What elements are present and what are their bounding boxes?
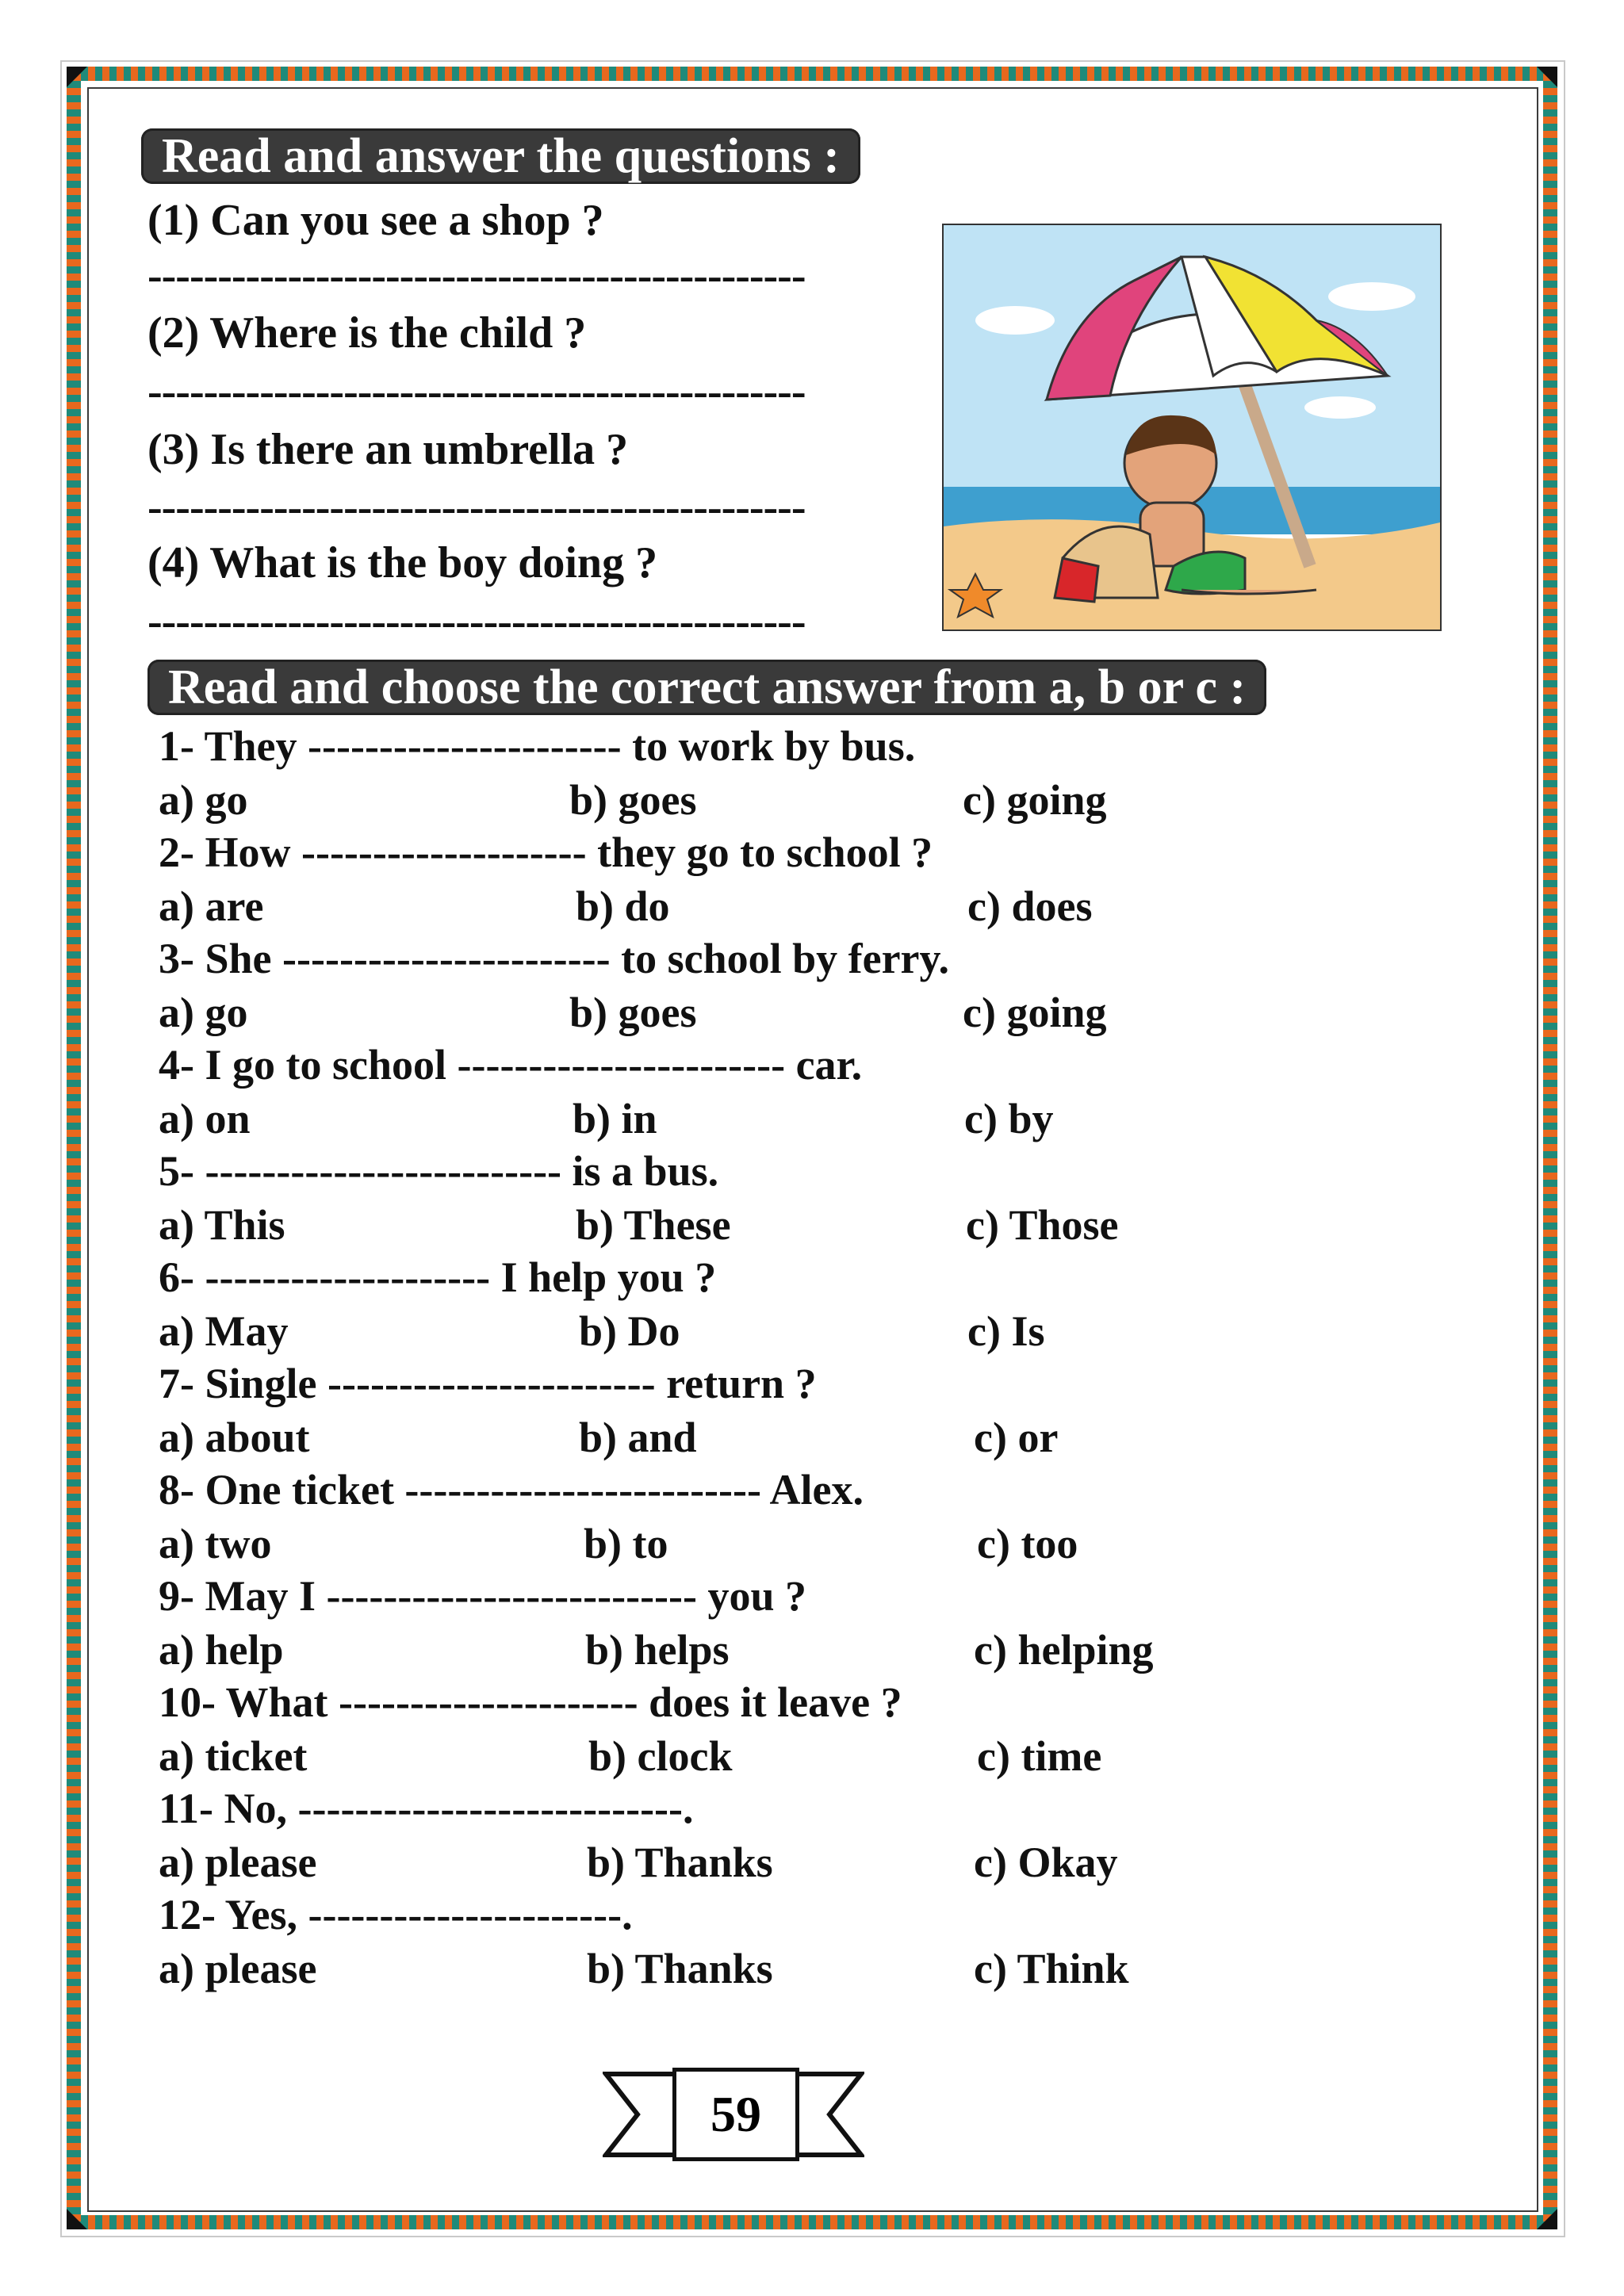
section1-header: Read and answer the questions : <box>141 128 860 184</box>
answer-line-4: ----------------------------------------------- <box>147 597 806 646</box>
mc-q5-option-a[interactable]: a) This <box>159 1201 285 1249</box>
answer-line-2: ----------------------------------------------- <box>147 367 806 416</box>
answer-line-1: ----------------------------------------------- <box>147 251 806 300</box>
mc-question-3: 3- She ----------------------- to school by ferry. <box>159 935 950 982</box>
beach-boy-umbrella-illustration <box>942 224 1442 631</box>
mc-q2-option-a[interactable]: a) are <box>159 882 264 930</box>
mc-q9-option-b[interactable]: b) helps <box>585 1626 730 1674</box>
mc-q4-option-b[interactable]: b) in <box>573 1095 657 1142</box>
mc-q6-option-c[interactable]: c) Is <box>967 1307 1045 1355</box>
mc-q10-option-a[interactable]: a) ticket <box>159 1732 308 1780</box>
page-number: 59 <box>672 2068 799 2161</box>
mc-q10-option-c[interactable]: c) time <box>977 1732 1102 1780</box>
mc-q6-option-b[interactable]: b) Do <box>579 1307 680 1355</box>
mc-q3-option-a[interactable]: a) go <box>159 989 248 1036</box>
mc-question-11: 11- No, ---------------------------. <box>159 1785 694 1832</box>
answer-line-3: ----------------------------------------------- <box>147 483 806 532</box>
mc-q5-option-b[interactable]: b) These <box>576 1201 731 1249</box>
mc-q5-option-c[interactable]: c) Those <box>966 1201 1119 1249</box>
question-1: (1) Can you see a shop ? <box>147 196 604 245</box>
mc-q7-option-c[interactable]: c) or <box>974 1414 1059 1461</box>
mc-q8-option-b[interactable]: b) to <box>584 1520 668 1567</box>
section2-header: Read and choose the correct answer from a, b or c : <box>147 660 1266 715</box>
mc-q12-option-c[interactable]: c) Think <box>974 1945 1129 1992</box>
mc-q9-option-c[interactable]: c) helping <box>974 1626 1154 1674</box>
mc-q7-option-a[interactable]: a) about <box>159 1414 310 1461</box>
mc-q8-option-c[interactable]: c) too <box>977 1520 1078 1567</box>
question-3: (3) Is there an umbrella ? <box>147 425 629 474</box>
question-4: (4) What is the boy doing ? <box>147 538 658 587</box>
mc-question-12: 12- Yes, ----------------------. <box>159 1891 633 1938</box>
mc-q10-option-b[interactable]: b) clock <box>588 1732 733 1780</box>
mc-q8-option-a[interactable]: a) two <box>159 1520 272 1567</box>
mc-q3-option-c[interactable]: c) going <box>963 989 1107 1036</box>
mc-question-2: 2- How -------------------- they go to school ? <box>159 828 933 876</box>
mc-q11-option-a[interactable]: a) please <box>159 1839 317 1886</box>
mc-question-8: 8- One ticket ------------------------- Alex. <box>159 1466 864 1513</box>
mc-question-4: 4- I go to school ----------------------- car. <box>159 1041 863 1089</box>
mc-q11-option-c[interactable]: c) Okay <box>974 1839 1118 1886</box>
mc-question-9: 9- May I -------------------------- you ? <box>159 1572 807 1620</box>
mc-q3-option-b[interactable]: b) goes <box>569 989 697 1036</box>
mc-q9-option-a[interactable]: a) help <box>159 1626 284 1674</box>
mc-q4-option-a[interactable]: a) on <box>159 1095 251 1142</box>
mc-q12-option-a[interactable]: a) please <box>159 1945 317 1992</box>
mc-q7-option-b[interactable]: b) and <box>579 1414 697 1461</box>
mc-q2-option-b[interactable]: b) do <box>576 882 670 930</box>
mc-question-7: 7- Single ----------------------- return ? <box>159 1360 817 1407</box>
mc-question-10: 10- What --------------------- does it leave ? <box>159 1678 902 1726</box>
mc-q12-option-b[interactable]: b) Thanks <box>587 1945 773 1992</box>
mc-q1-option-a[interactable]: a) go <box>159 776 248 824</box>
mc-q4-option-c[interactable]: c) by <box>964 1095 1054 1142</box>
mc-question-1: 1- They ---------------------- to work by bus. <box>159 722 916 770</box>
mc-q1-option-b[interactable]: b) goes <box>569 776 697 824</box>
mc-question-6: 6- -------------------- I help you ? <box>159 1253 717 1301</box>
mc-q2-option-c[interactable]: c) does <box>967 882 1093 930</box>
mc-q11-option-b[interactable]: b) Thanks <box>587 1839 773 1886</box>
mc-q1-option-c[interactable]: c) going <box>963 776 1107 824</box>
question-2: (2) Where is the child ? <box>147 308 587 358</box>
mc-q6-option-a[interactable]: a) May <box>159 1307 289 1355</box>
mc-question-5: 5- ------------------------- is a bus. <box>159 1147 719 1195</box>
